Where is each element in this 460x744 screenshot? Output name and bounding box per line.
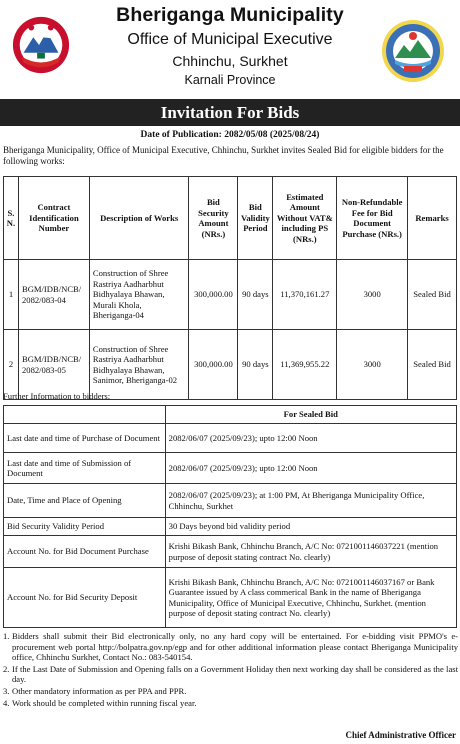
bid-info-table [3,405,457,628]
col-header-sn: S. N. [4,177,19,260]
organization-name: Bheriganga Municipality [116,4,344,26]
bid-info-header [4,406,457,424]
page-header [0,0,460,98]
cell-bid-security: 300,000.00 [189,330,238,400]
cell-contract-id: BGM/IDB/NCB/ 2082/083-04 [18,260,89,330]
col-header-bid-security: Bid Security Amount (NRs.) [189,177,238,260]
note-text: Other mandatory information as per PPA and PPR. [12,685,187,696]
cell-sn: 1 [4,260,19,330]
table-row [4,424,457,453]
col-header-estimated-amount: Estimated Amount Without VAT& including PS (NRs.) [273,177,337,260]
nepal-emblem-icon [10,14,72,76]
notes-list [3,631,458,709]
col-header-fee: Non-Refundable Fee for Bid Document Purchase (NRs.) [337,177,408,260]
cell-estimated-amount: 11,369,955.22 [273,330,337,400]
list-item: 4. Work should be completed within running fiscal year. [3,698,458,709]
info-value: Krishi Bikash Bank, Chhinchu Branch, A/C No: 0721001146037221 (mention purpose of deposit stating contract No. clearly) [165,536,456,568]
note-text: Bidders shall submit their Bid electronically only, no any hard copy will be entertained. For e-bidding visit PPMO's e-procurement web portal http://bolpatra.gov.np/egp and for other additional information please contact Bheriganga Municipality office, Chhinchu Surkhet, Contact No.: 083-540154. [12,631,458,663]
table-row [4,330,457,400]
list-item: 3. Other mandatory information as per PPA and PPR. [3,686,458,697]
cell-fee: 3000 [337,260,408,330]
cell-fee: 3000 [337,330,408,400]
cell-estimated-amount: 11,370,161.27 [273,260,337,330]
cell-sn: 2 [4,330,19,400]
publication-date: Date of Publication: 2082/05/08 (2025/08/24) [140,130,320,140]
info-value: 30 Days beyond bid validity period [165,518,456,536]
info-label: Account No. for Bid Document Purchase [4,536,166,568]
table-row [4,568,457,628]
cell-validity: 90 days [238,330,273,400]
office-name: Office of Municipal Executive [127,31,333,48]
further-info-label: Further Information to bidders: [3,391,111,401]
cell-remarks: Sealed Bid [408,260,457,330]
info-value: 2082/06/07 (2025/09/23); upto 12:00 Noon [165,453,456,484]
invitation-banner: Invitation For Bids [0,99,460,126]
note-text: Work should be completed within running fiscal year. [12,697,197,708]
col-header-remarks: Remarks [408,177,457,260]
bid-info-header-blank [4,406,166,424]
info-label: Bid Security Validity Period [4,518,166,536]
works-table [3,176,457,400]
cell-remarks: Sealed Bid [408,330,457,400]
bid-info-header-label: For Sealed Bid [165,406,456,424]
col-header-contract-id: Contract Identification Number [18,177,89,260]
office-location: Chhinchu, Surkhet [172,53,288,69]
info-value: 2082/06/07 (2025/09/23); upto 12:00 Noon [165,424,456,453]
list-item: 1. Bidders shall submit their Bid electronically only, no any hard copy will be entertained. For e-bidding visit PPMO's e-procurement web portal http://bolpatra.gov.np/egp and for other additional information please contact Bheriganga Municipality office, Chhinchu Surkhet, Contact No.: 083-540154. [3,631,458,663]
info-label: Account No. for Bid Security Deposit [4,568,166,628]
municipality-seal-icon [380,18,446,84]
province-name: Karnali Province [184,73,276,87]
col-header-description: Description of Works [89,177,189,260]
table-row [4,518,457,536]
signature: Chief Administrative Officer [345,730,456,740]
info-label: Last date and time of Submission of Document [4,453,166,484]
note-text: If the Last Date of Submission and Opening falls on a Government Holiday then next working day shall be considered as the last day. [12,663,458,685]
cell-bid-security: 300,000.00 [189,260,238,330]
table-row [4,453,457,484]
col-header-validity: Bid Validity Period [238,177,273,260]
table-row [4,260,457,330]
table-row [4,484,457,518]
cell-description: Construction of Shree Rastriya Aadharbhut Bidhyalaya Bhawan, Murali Khola, Bheriganga-04 [89,260,189,330]
works-table-header [4,177,457,260]
info-value: 2082/06/07 (2025/09/23); at 1:00 PM, At Bheriganga Municipality Office, Chhinchu, Surkhet [165,484,456,518]
cell-contract-id: BGM/IDB/NCB/ 2082/083-05 [18,330,89,400]
intro-text: Bheriganga Municipality, Office of Municipal Executive, Chhinchu, Surkhet invites Sealed Bid for eligible bidders for the following works: [3,145,444,166]
info-value: Krishi Bikash Bank, Chhinchu Branch, A/C No: 0721001146037167 or Bank Guarantee issued by A class commerical Bank in the name of Bheriganga Municipality, Office of Municipal Executive, Chhinchu, Surkhet. (mention purpose of deposit stating contract No. clearly) [165,568,456,628]
cell-description: Construction of Shree Rastriya Aadharbhut Bidhyalaya Bhawan, Sanimor, Bheriganga-02 [89,330,189,400]
table-row [4,536,457,568]
info-label: Date, Time and Place of Opening [4,484,166,518]
list-item: 2. If the Last Date of Submission and Opening falls on a Government Holiday then next working day shall be considered as the last day. [3,663,458,685]
cell-validity: 90 days [238,260,273,330]
info-label: Last date and time of Purchase of Document [4,424,166,453]
